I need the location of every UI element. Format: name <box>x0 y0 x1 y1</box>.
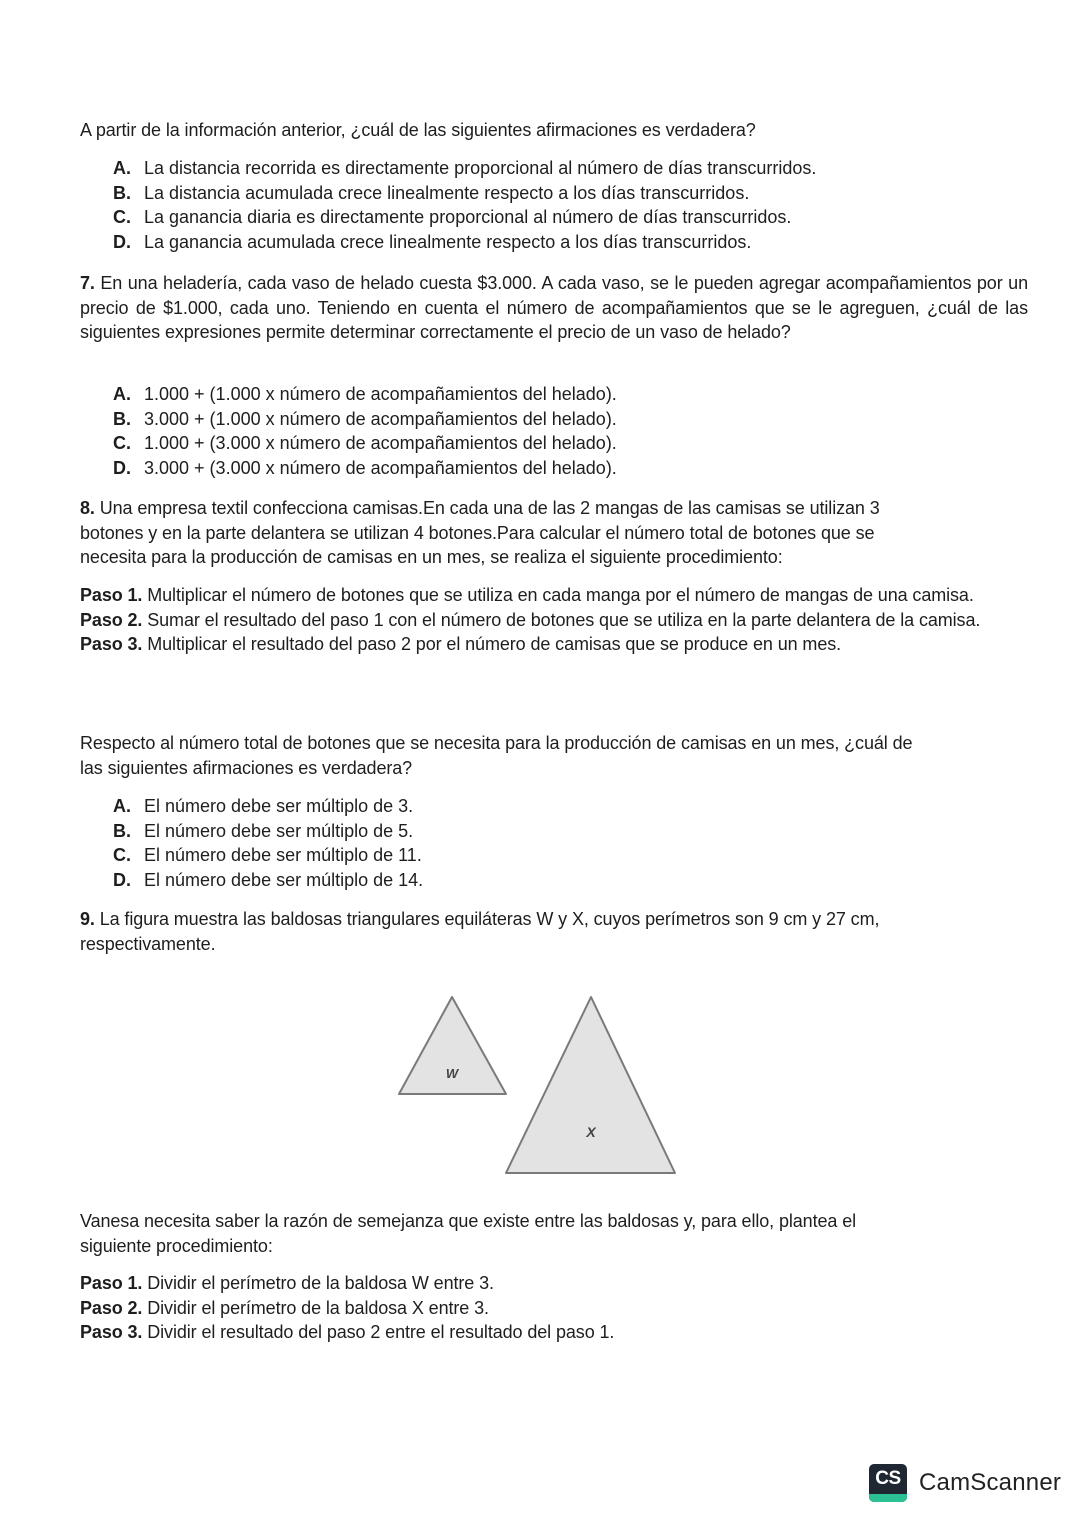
question-number: 8. <box>80 498 95 518</box>
q9-steps <box>80 1271 1030 1345</box>
q8-option-d <box>113 868 1013 893</box>
q9-statement <box>80 907 1030 956</box>
option-text: La distancia recorrida es directamente proporcional al número de días transcurridos. <box>144 158 817 178</box>
step-label: Paso 3. <box>80 1322 143 1343</box>
option-letter: B. <box>113 408 131 429</box>
q6-option-c <box>113 205 1013 230</box>
q9-procedure-line: siguiente procedimiento: <box>80 1235 273 1256</box>
tile-x-label: X <box>586 1124 596 1140</box>
camscanner-logo-band <box>869 1494 907 1502</box>
step-text: Dividir el perímetro de la baldosa W entre 3. <box>142 1273 494 1293</box>
q9-step-3 <box>80 1320 1030 1345</box>
step-label: Paso 1. <box>80 585 143 605</box>
q6-option-d <box>113 230 1013 255</box>
q7-option-a <box>113 382 1013 407</box>
option-letter: C. <box>113 433 131 454</box>
q8-step-3 <box>80 632 1028 657</box>
option-text: El número debe ser múltiplo de 3. <box>144 796 414 816</box>
option-letter: C. <box>113 207 131 228</box>
triangles-figure <box>395 990 685 1180</box>
q7-option-d <box>113 456 1013 481</box>
option-letter: A. <box>113 384 131 404</box>
q7-option-b <box>113 407 1013 432</box>
option-text: El número debe ser múltiplo de 14. <box>144 869 424 890</box>
q9-step-2 <box>80 1296 1030 1321</box>
q8-statement-line: botones y en la parte delantera se utilizan 4 botones.Para calcular el número total de botones que se <box>80 522 875 543</box>
question-number: 7. <box>80 273 95 293</box>
q8-option-b <box>113 819 1013 844</box>
q7-statement-text: En una heladería, cada vaso de helado cuesta $3.000. A cada vaso, se le pueden agregar acompañamientos por un precio de $1.000, cada uno. Teniendo en cuenta el número de acompañamientos que se le agreguen, ¿cuál de las siguientes expresiones permite determinar correctamente el precio de un vaso de helado? <box>80 273 1028 343</box>
q6-prompt: A partir de la información anterior, ¿cuál de las siguientes afirmaciones es verdadera? <box>80 120 756 140</box>
camscanner-watermark-text: CamScanner <box>919 1469 1062 1496</box>
tile-x-triangle <box>506 997 675 1173</box>
step-label: Paso 3. <box>80 634 143 655</box>
step-label: Paso 2. <box>80 609 143 630</box>
option-letter: B. <box>113 820 131 841</box>
q8-statement-line: Una empresa textil confecciona camisas.En cada una de las 2 mangas de las camisas se utilizan 3 <box>94 498 880 518</box>
option-letter: D. <box>113 457 131 478</box>
step-text: Dividir el resultado del paso 2 entre el resultado del paso 1. <box>142 1322 615 1343</box>
tile-w-label: W <box>445 1066 459 1081</box>
step-text: Sumar el resultado del paso 1 con el número de botones que se utiliza en la parte delantera de la camisa. <box>142 609 981 630</box>
q7-option-c <box>113 431 1013 456</box>
option-letter: A. <box>113 796 131 816</box>
q7-statement <box>80 271 1028 345</box>
q8-question <box>80 731 1030 780</box>
q6-options <box>113 156 1013 254</box>
step-label: Paso 1. <box>80 1273 143 1293</box>
q9-procedure-line: Vanesa necesita saber la razón de semejanza que existe entre las baldosas y, para ello, plantea el <box>80 1211 857 1231</box>
step-text: Multiplicar el resultado del paso 2 por el número de camisas que se produce en un mes. <box>142 634 842 655</box>
q8-statement <box>80 496 1030 570</box>
option-text: La ganancia diaria es directamente proporcional al número de días transcurridos. <box>144 207 792 228</box>
option-letter: D. <box>113 231 131 252</box>
q8-question-line: Respecto al número total de botones que se necesita para la producción de camisas en un mes, ¿cuál de <box>80 733 913 753</box>
q6-option-a <box>113 156 1013 181</box>
q8-options <box>113 794 1013 892</box>
option-letter: D. <box>113 869 131 890</box>
q9-statement-line: respectivamente. <box>80 933 216 954</box>
option-letter: C. <box>113 845 131 866</box>
camscanner-logo-icon <box>869 1464 907 1502</box>
option-text: 1.000 + (3.000 x número de acompañamientos del helado). <box>144 433 617 454</box>
q8-steps <box>80 583 1028 657</box>
option-letter: B. <box>113 182 131 203</box>
question-number: 9. <box>80 909 95 929</box>
step-text: Multiplicar el número de botones que se utiliza en cada manga por el número de mangas de una camisa. <box>142 585 974 605</box>
option-text: La distancia acumulada crece linealmente respecto a los días transcurridos. <box>144 182 750 203</box>
option-text: 3.000 + (3.000 x número de acompañamientos del helado). <box>144 457 617 478</box>
step-label: Paso 2. <box>80 1297 143 1318</box>
q8-step-1 <box>80 583 1028 608</box>
option-text: La ganancia acumulada crece linealmente respecto a los días transcurridos. <box>144 231 752 252</box>
q9-step-1 <box>80 1271 1030 1296</box>
q8-option-a <box>113 794 1013 819</box>
q9-statement-line: La figura muestra las baldosas triangulares equiláteras W y X, cuyos perímetros son 9 cm y 27 cm, <box>94 909 880 929</box>
q8-question-line: las siguientes afirmaciones es verdadera? <box>80 757 413 778</box>
q7-options <box>113 382 1013 480</box>
step-text: Dividir el perímetro de la baldosa X entre 3. <box>142 1297 489 1318</box>
option-text: El número debe ser múltiplo de 5. <box>144 820 414 841</box>
q8-step-2 <box>80 608 1028 633</box>
option-text: El número debe ser múltiplo de 11. <box>144 845 422 866</box>
camscanner-logo-text: CS <box>875 1468 901 1489</box>
q8-statement-line: necesita para la producción de camisas en un mes, se realiza el siguiente procedimiento: <box>80 547 783 568</box>
option-letter: A. <box>113 158 131 178</box>
option-text: 3.000 + (1.000 x número de acompañamientos del helado). <box>144 408 617 429</box>
q9-procedure-intro <box>80 1209 1030 1258</box>
option-text: 1.000 + (1.000 x número de acompañamientos del helado). <box>144 384 617 404</box>
q8-option-c <box>113 843 1013 868</box>
q6-option-b <box>113 181 1013 206</box>
